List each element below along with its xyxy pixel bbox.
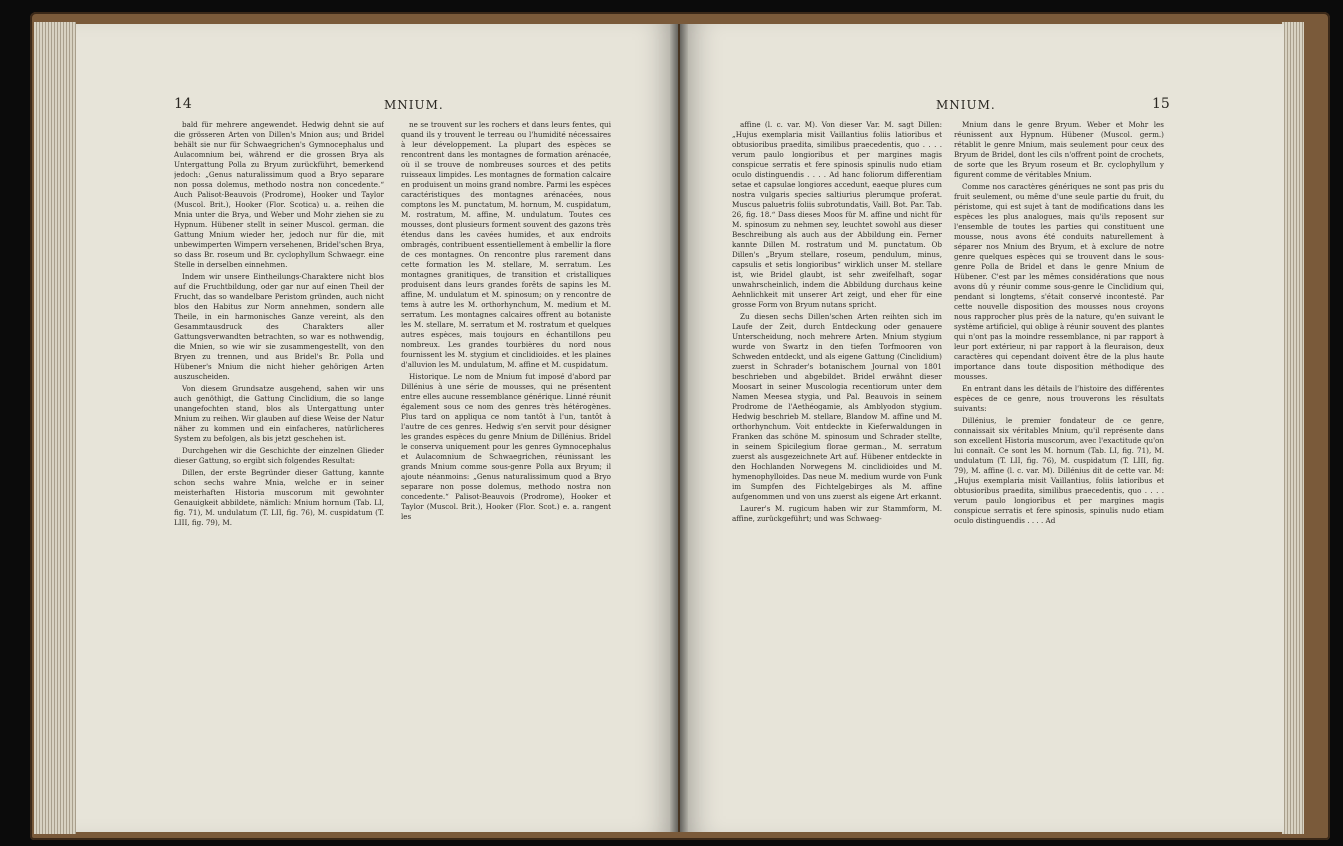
running-head: MNIUM.: [384, 98, 444, 112]
left-page: [76, 24, 678, 832]
paragraph: Durchgehen wir die Geschichte der einzelnen Glieder dieser Gattung, so ergibt sich folgendes Resultat:: [174, 446, 384, 465]
text-column-french: [401, 120, 611, 720]
paragraph: Mnium dans le genre Bryum. Weber et Mohr les réunissent aux Hypnum. Hübener (Muscol. germ.) rétablit le genre Mnium, mais seulement pour ceux des Bryum de Bridel, dont les cils n'offrent point de crochets, de sorte que les Bryum roseum et Br. cyclophyllum y figurent comme de véritables Mnium.: [954, 120, 1164, 179]
book-gutter: [670, 24, 688, 832]
paragraph: ne se trouvent sur les rochers et dans leurs fentes, qui quand ils y trouvent le terreau ou l'humidité nécessaires à leur développement. La plupart des espèces se rencontrent dans les montagnes de formation arénacée, où il se trouve de nombreuses sources et des petits ruisseaux limpides. Les montagnes de formation calcaire en produisent un moins grand nombre. Parmi les espèces caractéristiques des montagnes arénacées, nous comptons les M. punctatum, M. hornum, M. cuspidatum, M. rostratum, M. affine, M. undulatum. Toutes ces mousses, dont plusieurs forment souvent des gazons très étendus dans les cavées humides, et aux endroits ombragés, contribuent essentiellement à embellir la flore de ces montagnes. On rencontre plus rarement dans cette formation les M. stellare, M. serratum. Les montagnes granitiques, de transition et cristalliques produisent dans leurs grandes forêts de sapins les M. affine, M. undulatum et M. spinosum; on y rencontre de tems à autre les M. orthorhynchum, M. medium et M. serratum. Les montagnes calcaires offrent au botaniste les M. stellare, M. serratum et M. rostratum et quelques autres espèces, mais toujours en échantillons peu nombreux. Les grandes tourbières du nord nous fournissent les M. stygium et cinclidioides. et les plaines d'alluvion les M. undulatum, M. affine et M. cuspidatum.: [401, 120, 611, 369]
paragraph: Zu diesen sechs Dillen'schen Arten reihten sich im Laufe der Zeit, durch Entdeckung oder genauere Unterscheidung, noch mehrere Arten. Mnium stygium wurde von Swartz in den tiefen Torfmooren von Schweden entdeckt, und als eigene Gattung (Cinclidium) zuerst in Schrader's botanischem Journal von 1801 beschrieben und abgebildet. Bridel erwähnt dieser Moosart in seiner Muscologia recentiorum unter dem Namen Meesea stygia, und Pal. Beauvois in seinem Prodrome de l'Aethéogamie, als Amblyodon stygium. Hedwig beschrieb M. stellare, Blandow M. affine und M. orthorhynchum. Voit entdeckte in Kieferwaldungen in Franken das schöne M. spinosum und Schrader stellte, in seinem Spicilegium florae german., M. serratum zuerst als ausgezeichnete Art auf. Hübener entdeckte in den Hochlanden Norwegens M. cinclidioides und M. hymenophylloides. Das neue M. medium wurde von Funk im Sumpfen des Fichtelgebirges als M. affine aufgenommen und von uns zuerst als eigene Art erkannt.: [732, 312, 942, 501]
right-page: [680, 24, 1284, 832]
page-edges-left: [34, 22, 76, 834]
paragraph: Von diesem Grundsatze ausgehend, sahen wir uns auch genöthigt, die Gattung Cinclidium, die so lange unangefochten stand, blos als Untergattung unter Mnium zu reihen. Wir glauben auf diese Weise der Natur näher zu kommen und ein einfacheres, natürlicheres System zu befolgen, als bis jetzt geschehen ist.: [174, 384, 384, 443]
paragraph: Indem wir unsere Eintheilungs-Charaktere nicht blos auf die Fruchtbildung, oder gar nur auf einen Theil der Frucht, das so wandelbare Peristom gründen, auch nicht blos den Habitus zur Norm annehmen, sondern alle Theile, in ein harmonisches Ganze vereint, als den Gesammtausdruck des Charakters aller Gattungsverwandten betrachten, so war es nothwendig, die Mnien, so wie wir sie zusammengestellt, von den Bryen zu trennen, und aus Bridel's Br. Polla und Hübener's Mnium die nicht hieher gehörigen Arten auszuscheiden.: [174, 272, 384, 381]
paragraph: Comme nos caractères génériques ne sont pas pris du fruit seulement, ou même d'une seule partie du fruit, du péristome, qui est sujet à tant de modifications dans les espèces les plus analogues, mais qu'ils reposent sur l'ensemble de toutes les parties qui constituent une mousse, nous avons été conduits naturellement à séparer nos Mnium des Bryum, et à exclure de notre genre quelques espèces qui se trouvent dans le sous-genre Polla de Bridel et dans le genre Mnium de Hübener. C'est par les mêmes considérations que nous avons dû y réunir comme sous-genre le Cinclidium qui, pendant si longtems, s'était conservé incontesté. Par cette nouvelle disposition des mousses nous croyons nous rapprocher plus près de la nature, qu'en suivant le système artificiel, qui oblige à réunir souvent des plantes qui n'ont pas la moindre ressemblance, ni par rapport à leur port extérieur, ni par rapport à la fleuraison, deux caractères qui cependant doivent être de la plus haute importance dans toute disposition méthodique des mousses.: [954, 182, 1164, 381]
text-column-german: [732, 120, 942, 720]
page-edges-right: [1282, 22, 1304, 834]
running-head: MNIUM.: [936, 98, 996, 112]
paragraph: affine (l. c. var. M). Von dieser Var. M. sagt Dillen: „Hujus exemplaria misit Vaillantius foliis latioribus et obtusioribus praedita, similibus praecedentis, quo . . . . verum paulo longioribus et per margines magis conspicue serratis et fere spinosis spinulis nudo etiam oculo distinguendis . . . . Ad hanc foliorum differentiam setae et capsulae longiores accedunt, eaeque plures cum nostra vulgaris species saltiurius plerumque proferat. Muscus paluetris foliis subrotundatis, Vaill. Bot. Par. Tab. 26, fig. 18.“ Dass dieses Moos für M. affine und nicht für M. spinosum zu nehmen sey, leuchtet sowohl aus dieser Beschreibung als auch aus der Abbildung ein. Ferner kannte Dillen M. rostratum und M. punctatum. Ob Dillen's „Bryum stellare, roseum, pendulum, minus, capsulis et setis longioribus“ wirklich unser M. stellare ist, wie Bridel glaubt, ist sehr zweifelhaft, sogar unwahrscheinlich, indem die Abbildung durchaus keine Aehnlichkeit mit unserer Art zeigt, und eher für eine grosse Form von Bryum nutans spricht.: [732, 120, 942, 309]
paragraph: Dillen, der erste Begründer dieser Gattung, kannte schon sechs wahre Mnia, welche er in seiner meisterhaften Historia muscorum mit gewohnter Genauigkeit abbildete, nämlich: Mnium hornum (Tab. LI, fig. 71), M. undulatum (T. LII, fig. 76), M. cuspidatum (T. LIII, fig. 79), M.: [174, 468, 384, 527]
page-number: 14: [174, 96, 192, 112]
paragraph: En entrant dans les détails de l'histoire des différentes espèces de ce genre, nous trouverons les résultats suivants:: [954, 384, 1164, 413]
paragraph: Laurer's M. rugicum haben wir zur Stammform, M. affine, zurückgeführt; und was Schwaeg-: [732, 504, 942, 523]
text-column-german: [174, 120, 384, 720]
paragraph: Historique. Le nom de Mnium fut imposé d'abord par Dillénius à une série de mousses, qui ne présentent entre elles aucune ressemblance générique. Linné réunit également sous ce nom des genres très hétérogènes. Plus tard on appliqua ce nom tantôt à l'un, tantôt à l'autre de ces genres. Hedwig s'en servit pour désigner les grandes espèces du genre Mnium de Dillénius. Bridel le conserva uniquement pour les genres Gymnocephalus et Aulacomnium de Schwaegrichen, réunissant les grands Mnium comme sous-genre Polla aux Bryum; il ajoute néanmoins: „Genus naturalissimum quod a Bryo separare non posse dolemus, methodo nostra non concedente.“ Palisot-Beauvois (Prodrome), Hooker et Taylor (Muscol. Brit.), Hooker (Flor. Scot.) e. a. rangent les: [401, 372, 611, 521]
paragraph: Dillénius, le premier fondateur de ce genre, connaissait six véritables Mnium, qu'il représente dans son excellent Historia muscorum, avec l'exactitude qu'on lui connaît. Ce sont les M. hornum (Tab. LI, fig. 71), M. undulatum (T. LII, fig. 76), M. cuspidatum (T. LIII, fig. 79), M. affine (l. c. var. M). Dillénius dit de cette var. M: „Hujus exemplaria misit Vaillantius, foliis latioribus et obtusioribus praedita, similibus praecedentis, quo . . . . verum paulo longioribus et per margines magis conspicue serratis et fere spinosis, spinulis nudo etiam oculo distinguendis . . . . Ad: [954, 416, 1164, 525]
paragraph: bald für mehrere angewendet. Hedwig dehnt sie auf die grösseren Arten von Dillen's Mnion aus; und Bridel behält sie nur für Schwaegrichen's Gymnocephalus und Aulacomnium bei, während er die grossen Brya als Untergattung Polla zu Bryum zurückführt, bemerkend jedoch: „Genus naturalissimum quod a Bryo separare non possa dolemus, methodo nostra non concedente.“ Auch Palisot-Beauvois (Prodrome), Hooker und Taylor (Muscol. Brit.), Hooker (Flor. Scotica) u. a. reihen die Mnia unter die Brya, und Weber und Mohr ziehen sie zu Hypnum. Hübener stellt in seiner Muscol. german. die Gattung Mnium wieder her, jedoch nur für die, mit unbewimperten Wimpern versehenen, Bridel'schen Brya, so dass Br. roseum und Br. cyclophyllum Schwaegr. eine Stelle in derselben einnehmen.: [174, 120, 384, 269]
text-column-french: [954, 120, 1164, 720]
page-number: 15: [1152, 96, 1170, 112]
